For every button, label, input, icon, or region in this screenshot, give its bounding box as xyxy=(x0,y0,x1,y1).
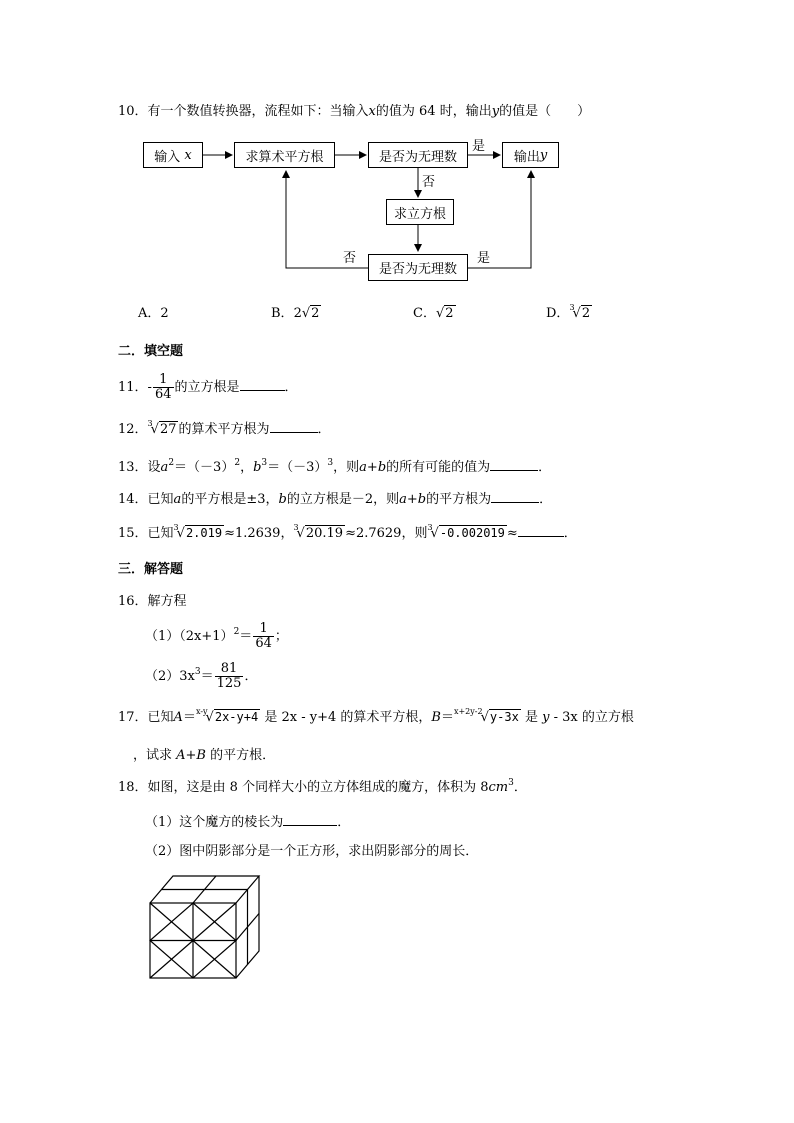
q11: 11．- $\frac{1}{64}$ 的立方根是 ． xyxy=(118,372,298,402)
rubiks-cube-figure xyxy=(140,868,270,983)
section-fill-in-heading: 二．填空题 xyxy=(118,344,184,359)
flow-box-sqrt: 求算术平方根 xyxy=(234,142,335,168)
flow-label-yes-1: 是 xyxy=(472,139,486,154)
q14: 14．已知a的平方根是±3，b的立方根是－2，则a+b的平方根为 ． xyxy=(118,488,552,509)
q14-answer-blank[interactable] xyxy=(491,488,539,503)
q18-answer-blank[interactable] xyxy=(283,811,337,826)
q10-option-a: A．2 xyxy=(138,306,169,321)
q16-part2: $(2)3x^3=$ $\frac{81}{125}$ ． xyxy=(145,661,258,691)
q10-option-d: D．$^3$√2 xyxy=(546,303,591,321)
q12: 12．$^3$√27 的算术平方根为 ． xyxy=(118,419,331,437)
q17-line2: ，试求 A+B 的平方根． xyxy=(133,748,276,763)
q10-prompt: 10．有一个数值转换器，流程如下：当输入x的值为 64 时，输出y的值是（ ） xyxy=(118,104,591,119)
q18-part1: （1）这个魔方的棱长为 ． xyxy=(145,811,350,832)
flow-box-input: 输入 x xyxy=(143,142,203,168)
q16-part1: $(1)(2x+1)^2=$ $\frac{1}{64}$ ； xyxy=(145,621,288,651)
flow-label-yes-2: 是 xyxy=(477,251,491,266)
q15-answer-blank[interactable] xyxy=(518,522,564,537)
q11-answer-blank[interactable] xyxy=(240,376,285,391)
q13-answer-blank[interactable] xyxy=(490,456,538,471)
q10-option-c: C．√2 xyxy=(413,306,454,321)
q18-part2: （2）图中阴影部分是一个正方形，求出阴影部分的周长． xyxy=(145,844,479,859)
q15: 15．已知$^3$√2.019 ≈1.2639，$^3$√20.19 ≈2.7629，则$^3$√-0.002019 ≈ ． xyxy=(118,523,577,541)
section-solve-heading: 三．解答题 xyxy=(118,562,184,577)
q13: 13．设$a^2=(-3)^2$，$b^3=(-3)^3$，则a+b的所有可能的值为 ． xyxy=(118,458,552,475)
q17-line1: 17．已知A＝$^{x-y}$√2x-y+4 是 2x - y+4 的算术平方根，B＝$^{x+2y-2}$√y-3x 是 y - 3x 的立方根 xyxy=(118,707,634,725)
flow-box-cbrt: 求立方根 xyxy=(386,199,454,225)
q12-answer-blank[interactable] xyxy=(270,418,318,433)
q10-option-b: B．2√2 xyxy=(271,306,320,321)
flow-box-irrational-2: 是否为无理数 xyxy=(368,254,468,281)
q16-title: 16．解方程 xyxy=(118,594,187,609)
q18-prompt: 18．如图，这是由 8 个同样大小的立方体组成的魔方，体积为 $8cm^3$． xyxy=(118,778,527,795)
flow-box-irrational-1: 是否为无理数 xyxy=(368,142,468,168)
flow-label-no-1: 否 xyxy=(422,175,436,190)
flow-label-no-2: 否 xyxy=(343,251,357,266)
flow-box-output: 输出 y xyxy=(502,142,559,168)
